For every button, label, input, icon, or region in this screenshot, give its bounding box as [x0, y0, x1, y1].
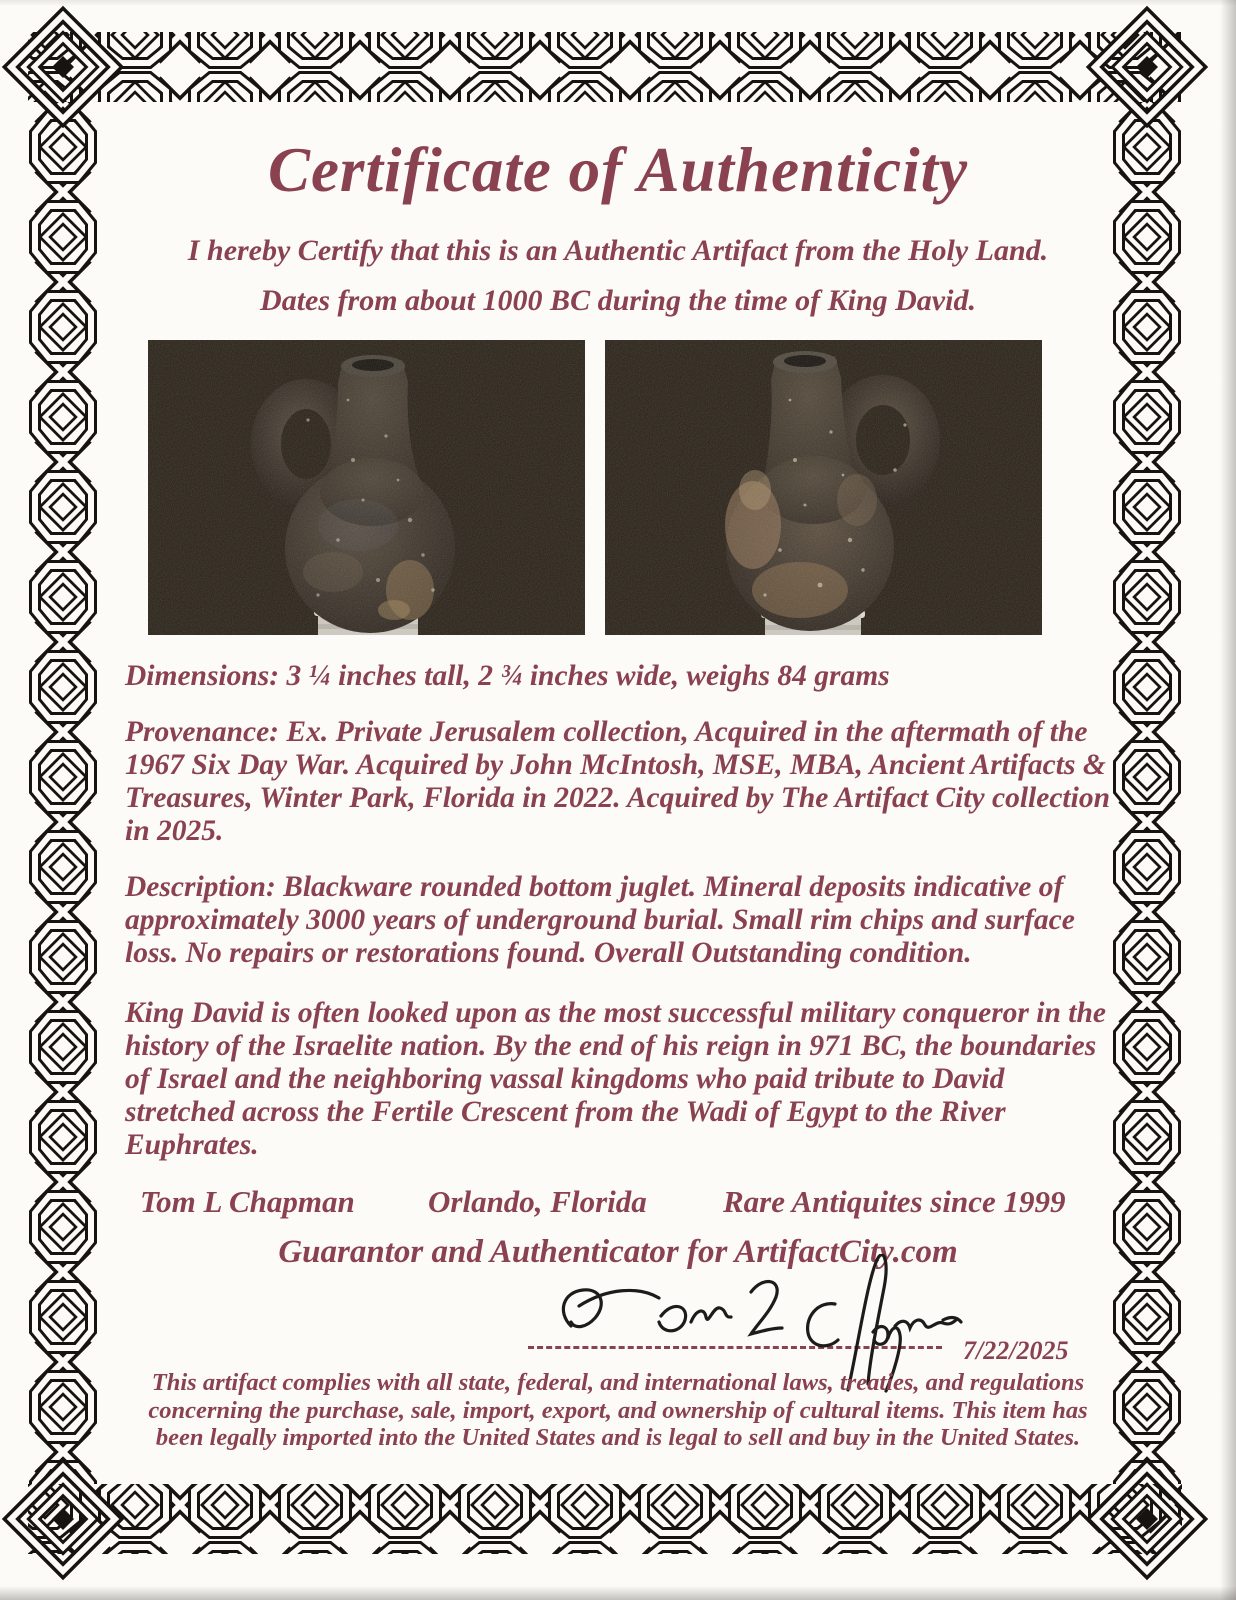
guarantor-line: Guarantor and Authenticator for ArtifactCity.com: [278, 1234, 958, 1270]
dimensions-paragraph: [125, 660, 1117, 693]
scan-shadow-bottom: [0, 1586, 1236, 1600]
dimensions-label: Dimensions:: [125, 660, 280, 692]
history-paragraph: King David is often looked upon as the most successful military conqueror in the history of the Israelite nation. By the end of his reign in 971 BC, the boundaries of Israel and the neighboring vassal kingdoms who paid tribute to David stretched across the Fertile Crescent from the Wadi of Egypt to the River Euphrates.: [125, 997, 1106, 1161]
description-value: Blackware rounded bottom juglet. Mineral deposits indicative of approximately 3000 years of underground burial. Small rim chips and surface loss. No repairs or restorations found. Overall Outstanding condition.: [125, 871, 1075, 969]
description-paragraph: [125, 871, 1117, 970]
scan-shadow-right: [1220, 0, 1236, 1600]
signature-date: 7/22/2025: [963, 1336, 1069, 1365]
provenance-value: Ex. Private Jerusalem collection, Acquired in the aftermath of the 1967 Six Day War. Acquired by John McIntosh, MSE, MBA, Ancient Artifacts & Treasures, Winter Park, Florida in 2022. Acquired by The Artifact City collection in 2025.: [125, 716, 1110, 847]
description-label: Description:: [125, 871, 276, 903]
authenticator-name: Tom L Chapman: [140, 1184, 355, 1219]
authenticator-tagline: Rare Antiquites since 1999: [723, 1184, 1066, 1219]
provenance-label: Provenance:: [125, 716, 280, 748]
scan-shadow-top: [0, 0, 1236, 6]
artifact-photo-left-view: [148, 340, 585, 635]
dating-statement: Dates from about 1000 BC during the time of King David.: [260, 284, 976, 317]
legal-compliance-text: This artifact complies with all state, federal, and international laws, treaties, and regulations concerning the purchase, sale, import, export, and ownership of cultural items. This item has been legally imported into the United States and is legal to sell and buy in the United States.: [148, 1369, 1088, 1451]
artifact-photo-right-view: [605, 340, 1042, 635]
provenance-paragraph: [125, 716, 1117, 848]
dimensions-value: 3 ¼ inches tall, 2 ¾ inches wide, weighs 84 grams: [286, 660, 890, 692]
certify-statement: I hereby Certify that this is an Authentic Artifact from the Holy Land.: [187, 234, 1049, 267]
authenticator-location: Orlando, Florida: [428, 1184, 647, 1219]
certificate-title: Certificate of Authenticity: [267, 135, 969, 205]
